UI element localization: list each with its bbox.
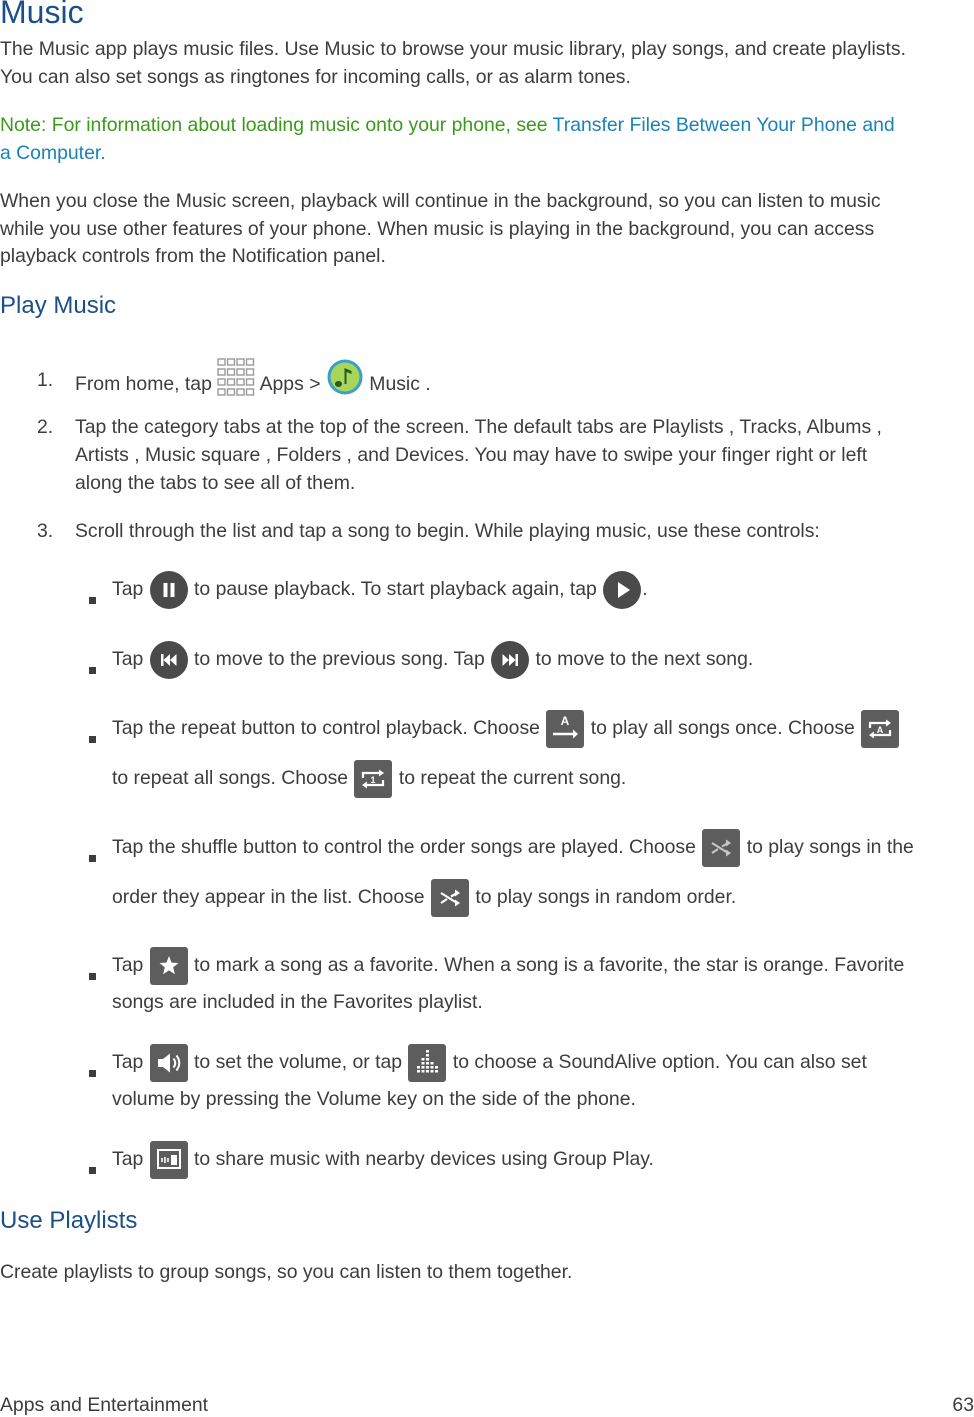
previous-icon [150, 641, 188, 679]
bullet-3-text-a: Tap the repeat button to control playback. Choose [112, 717, 540, 740]
bullet-prev-next [0, 640, 974, 684]
bullet-6-text-a: Tap [112, 1051, 144, 1074]
next-icon [491, 641, 529, 679]
step-number: 3. [37, 520, 54, 542]
step-1-text: From home, tap [75, 373, 212, 396]
step-text [75, 366, 965, 404]
svg-text:1: 1 [370, 775, 376, 785]
bullet-2-text-b: to move to the previous song. Tap [194, 648, 485, 671]
transfer-files-link[interactable]: Transfer Files Between Your Phone and [552, 114, 895, 136]
intro-line-1: The Music app plays music files. Use Music to browse your music library, play songs, and create playlists. [0, 38, 906, 60]
bullet-2-text-c: to move to the next song. [535, 648, 754, 671]
background-line-3: playback controls from the Notification panel. [0, 245, 386, 267]
bullet-1-text-b: to pause playback. To start playback again, tap [194, 578, 597, 601]
pause-icon [150, 571, 188, 609]
bullet-text-line-1 [112, 1044, 974, 1082]
step-text [75, 413, 965, 497]
bullet-4-text-d: to play songs in random order. [475, 886, 737, 909]
bullet-marker [89, 1070, 96, 1077]
bullet-text-line-2 [112, 760, 974, 798]
shuffle-on-icon [431, 879, 469, 917]
bullet-favorite [0, 943, 974, 1018]
note-text: For information about loading music onto your phone, see [51, 114, 548, 136]
volume-icon [150, 1044, 188, 1082]
star-icon [150, 947, 188, 985]
step-1 [0, 360, 974, 400]
bullet-3-text-c: to repeat all songs. Choose [112, 767, 349, 790]
intro-line-2: You can also set songs as ringtones for incoming calls, or as alarm tones. [0, 65, 631, 88]
background-paragraph [0, 188, 974, 271]
play-icon [603, 571, 641, 609]
bullet-volume [0, 1040, 974, 1115]
bullet-text-line-1 [112, 829, 974, 867]
bullet-3-text-d: to repeat the current song. [398, 767, 627, 790]
intro-paragraph [0, 36, 974, 91]
bullet-3-text-b: to play all songs once. Choose [590, 717, 855, 740]
step-2 [0, 413, 974, 499]
bullet-6-text-c: to choose a SoundAlive option. You can also set [452, 1051, 867, 1074]
svg-text:A: A [561, 714, 570, 728]
bullet-7-text-a: Tap [112, 1148, 144, 1171]
background-line-2: while you use other features of your phone. When music is playing in the background, you can access [0, 217, 875, 240]
step-number: 2. [37, 416, 54, 438]
use-playlists-paragraph: Create playlists to group songs, so you can listen to them together. [0, 1261, 573, 1283]
bullet-text-line-1 [112, 710, 974, 748]
note-paragraph [0, 112, 974, 167]
apps-label: Apps [259, 373, 304, 396]
bullet-text [112, 571, 974, 609]
bullet-7-text-b: to share music with nearby devices using Group Play. [194, 1148, 654, 1171]
bullet-text [112, 641, 974, 679]
bullet-pause-play [0, 570, 974, 614]
bullet-6-text-d: volume by pressing the Volume key on the side of the phone. [112, 1088, 636, 1110]
bullet-marker [89, 1167, 96, 1174]
bullet-2-text-a: Tap [112, 648, 144, 671]
bullet-text-line-2 [112, 879, 974, 917]
music-label: Music . [369, 373, 431, 396]
music-app-icon [326, 358, 364, 396]
group-play-icon [150, 1141, 188, 1179]
shuffle-off-icon [702, 829, 740, 867]
page-title: Music [0, 0, 84, 30]
repeat-off-icon [546, 710, 584, 748]
bullet-marker [89, 855, 96, 862]
bullet-1-text-a: Tap [112, 578, 144, 601]
svg-text:A: A [876, 725, 884, 735]
bullet-marker [89, 973, 96, 980]
step-2-line-3: along the tabs to see all of them. [75, 472, 356, 494]
transfer-files-link-cont[interactable]: a Computer. [0, 141, 106, 164]
bullet-1-text-c: . [642, 578, 648, 601]
bullet-4-text-c: order they appear in the list. Choose [112, 886, 425, 909]
bullet-shuffle [0, 825, 974, 925]
bullet-marker [89, 597, 96, 604]
bullet-5-text-a: Tap [112, 954, 144, 977]
bullet-4-text-b: to play songs in the [746, 836, 914, 859]
step-3-text: Scroll through the list and tap a song to begin. While playing music, use these controls: [75, 520, 820, 542]
repeat-one-icon [354, 760, 392, 798]
step-2-line-2: Artists , Music square , Folders , and Devices. You may have to swipe your finger right or left [75, 444, 868, 466]
bullet-marker [89, 736, 96, 743]
bullet-group-play [0, 1137, 974, 1181]
bullet-4-text-a: Tap the shuffle button to control the order songs are played. Choose [112, 836, 696, 859]
soundalive-icon [408, 1044, 446, 1082]
bullet-repeat [0, 706, 974, 806]
background-line-1: When you close the Music screen, playback will continue in the background, so you can listen to music [0, 190, 881, 212]
bullet-6-text-b: to set the volume, or tap [194, 1051, 403, 1074]
bullet-marker [89, 667, 96, 674]
apps-grid-icon [217, 358, 255, 396]
path-separator: > [309, 373, 321, 396]
page-number: 63 [952, 1394, 974, 1416]
play-music-heading: Play Music [0, 292, 117, 319]
note-label: Note: [0, 114, 47, 136]
bullet-text-line-1 [112, 947, 974, 985]
step-number: 1. [37, 369, 54, 391]
step-2-line-1: Tap the category tabs at the top of the screen. The default tabs are Playlists , Tracks, Albums , [75, 416, 882, 438]
step-3 [0, 517, 974, 545]
bullet-text [112, 1141, 974, 1179]
bullet-5-text-b: to mark a song as a favorite. When a song is a favorite, the star is orange. Favorite [194, 954, 905, 977]
repeat-all-icon [861, 710, 899, 748]
footer-section: Apps and Entertainment [0, 1394, 209, 1416]
bullet-5-text-c: songs are included in the Favorites playlist. [112, 991, 483, 1013]
use-playlists-heading: Use Playlists [0, 1207, 138, 1234]
